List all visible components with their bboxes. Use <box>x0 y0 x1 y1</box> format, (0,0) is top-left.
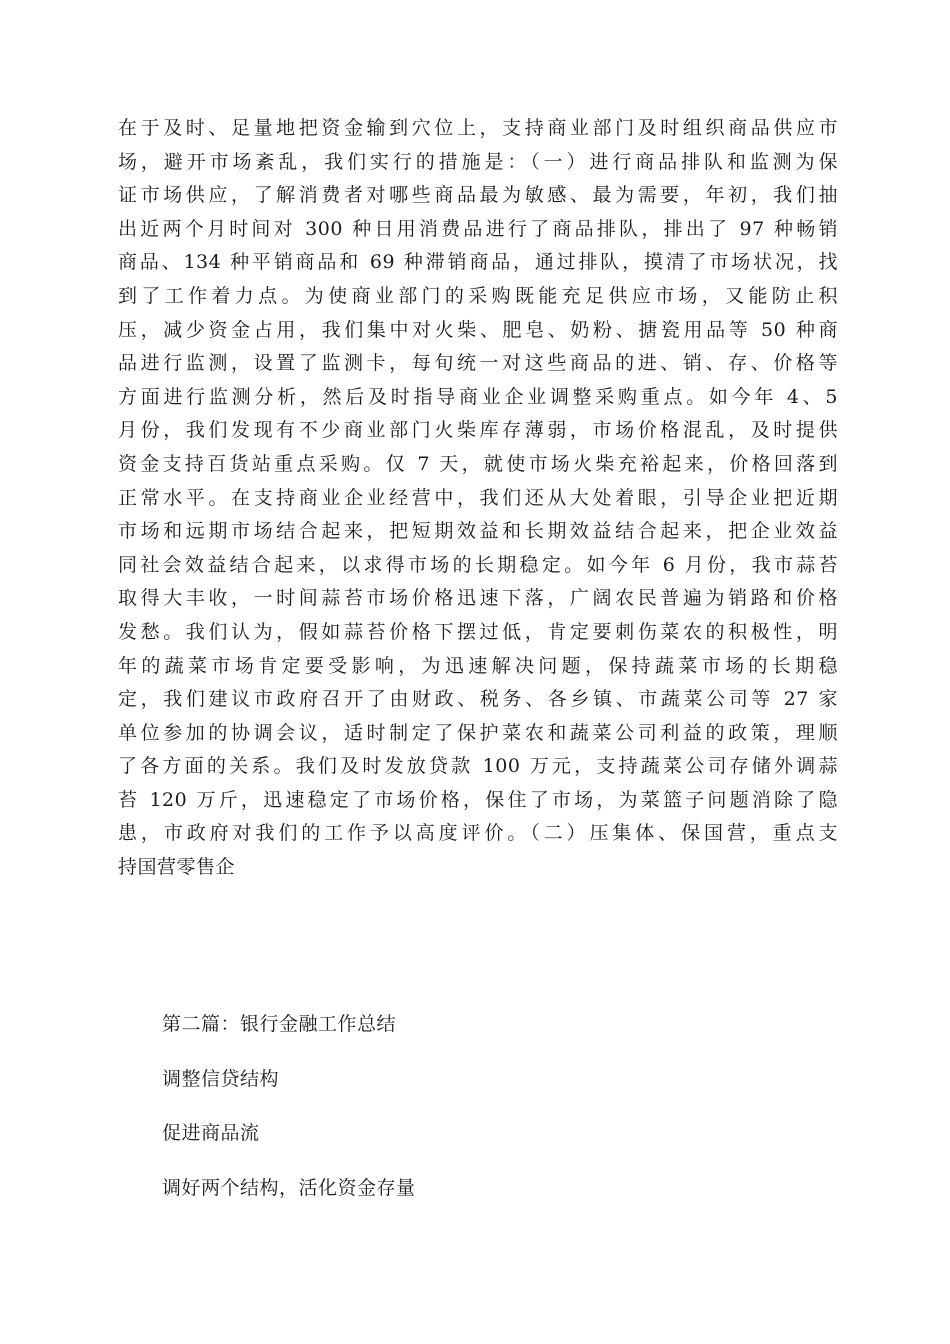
paragraph-line: 在于及时、足量地把资金输到穴位上，支持商业部门及时组织商品供应市 <box>118 117 838 139</box>
paragraph-line: 定，我们建议市政府召开了由财政、税务、各乡镇、市蔬菜公司等 27 家 <box>118 688 838 711</box>
paragraph-line: 同社会效益结合起来，以求得市场的长期稳定。如今年 6 月份，我市蒜苔 <box>118 553 838 576</box>
subheading: 调整信贷结构 <box>162 1067 280 1090</box>
subheading: 调好两个结构，活化资金存量 <box>162 1176 416 1199</box>
paragraph-line: 资金支持百货站重点采购。仅 7 天，就使市场火柴充裕起来，价格回落到 <box>118 452 838 475</box>
paragraph-line: 发愁。我们认为，假如蒜苔价格下摆过低，肯定要刺伤菜农的积极性，明 <box>118 620 838 643</box>
body-paragraph <box>118 112 838 885</box>
paragraph-line: 出近两个月时间对 300 种日用消费品进行了商品排队，排出了 97 种畅销 <box>118 217 838 240</box>
paragraph-line: 患，市政府对我们的工作予以高度评价。（二）压集体、保国营，重点支 <box>118 822 838 845</box>
paragraph-line: 方面进行监测分析，然后及时指导商业企业调整采购重点。如今年 4、5 <box>118 385 838 408</box>
paragraph-line: 市场和远期市场结合起来，把短期效益和长期效益结合起来，把企业效益 <box>118 520 838 543</box>
paragraph-line: 单位参加的协调会议，适时制定了保护菜农和蔬菜公司利益的政策，理顺 <box>118 721 838 744</box>
paragraph-line: 了各方面的关系。我们及时发放贷款 100 万元，支持蔬菜公司存储外调蒜 <box>118 755 838 778</box>
paragraph-line: 到了工作着力点。为使商业部门的采购既能充足供应市场，又能防止积 <box>118 284 838 307</box>
paragraph-line: 取得大丰收，一时间蒜苔市场价格迅速下落，广阔农民普遍为销路和价格 <box>118 587 838 610</box>
paragraph-line: 品进行监测，设置了监测卡，每旬统一对这些商品的进、销、存、价格等 <box>118 352 838 375</box>
paragraph-line: 持国营零售企 <box>118 856 236 879</box>
section-headings <box>162 1004 862 1222</box>
paragraph-line: 压，减少资金占用，我们集中对火柴、肥皂、奶粉、搪瓷用品等 50 种商 <box>118 318 838 341</box>
section-title: 第二篇：银行金融工作总结 <box>162 1013 397 1035</box>
paragraph-line: 年的蔬菜市场肯定要受影响，为迅速解决问题，保持蔬菜市场的长期稳 <box>118 654 838 677</box>
subheading: 促进商品流 <box>162 1122 260 1145</box>
paragraph-line: 商品、134 种平销商品和 69 种滞销商品，通过排队，摸清了市场状况，找 <box>118 251 838 274</box>
paragraph-line: 正常水平。在支持商业企业经营中，我们还从大处着眼，引导企业把近期 <box>118 486 838 509</box>
paragraph-line: 证市场供应，了解消费者对哪些商品最为敏感、最为需要，年初，我们抽 <box>118 184 838 207</box>
paragraph-line: 场，避开市场紊乱，我们实行的措施是：（一）进行商品排队和监测为保 <box>118 150 838 173</box>
paragraph-line: 苔 120 万斤，迅速稳定了市场价格，保住了市场，为菜篮子问题消除了隐 <box>118 788 838 811</box>
paragraph-line: 月份，我们发现有不少商业部门火柴库存薄弱，市场价格混乱，及时提供 <box>118 419 838 442</box>
